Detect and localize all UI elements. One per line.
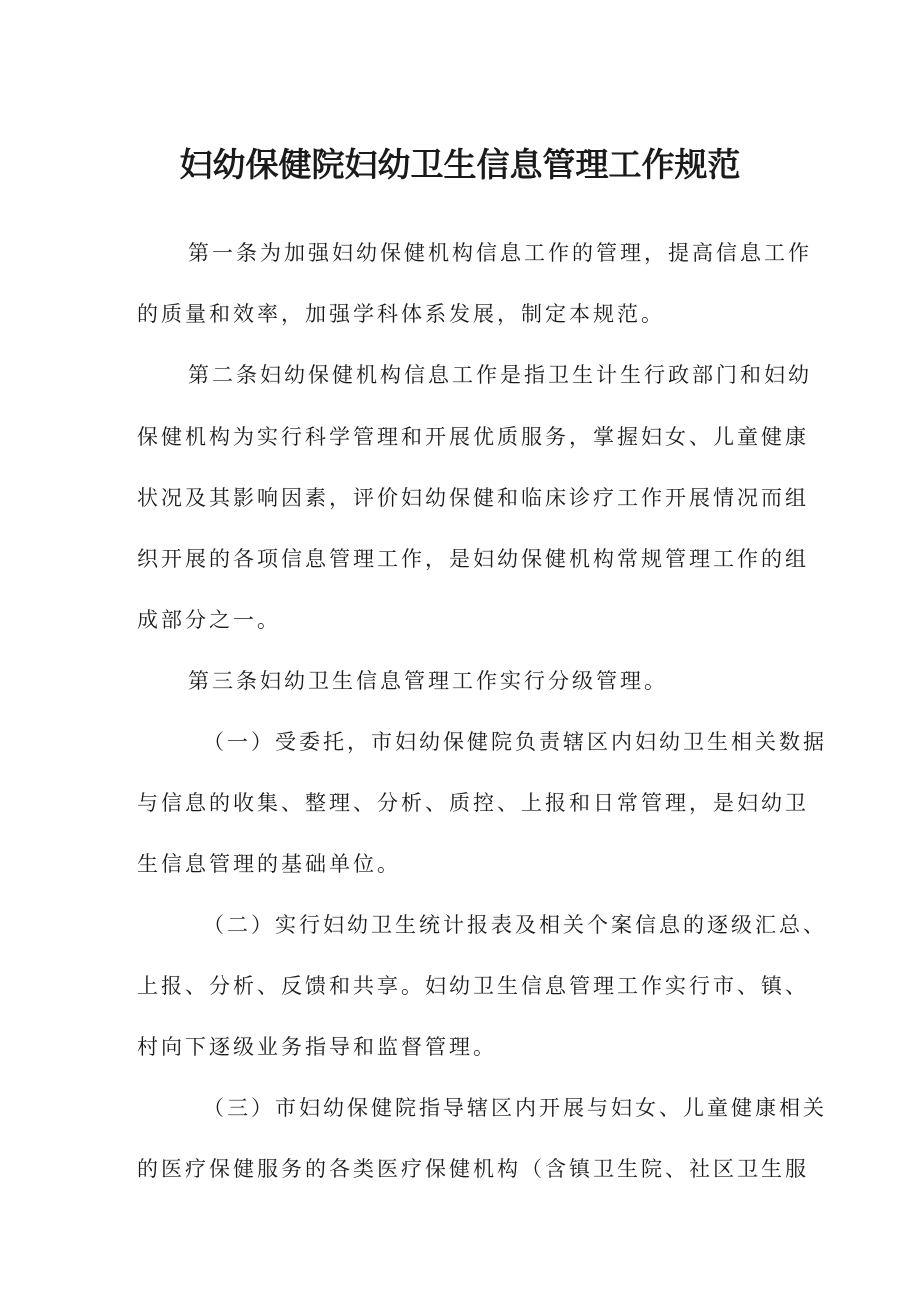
text-line: 第一条为加强妇幼保健机构信息工作的管理，提高信息工作 (188, 241, 812, 265)
text-line: 成部分之一。 (137, 608, 281, 632)
text-line: 第二条妇幼保健机构信息工作是指卫生计生行政部门和妇幼 (188, 363, 812, 387)
text-line: 状况及其影响因素，评价妇幼保健和临床诊疗工作开展情况而组 (137, 486, 809, 510)
text-line: （二）实行妇幼卫生统计报表及相关个案信息的逐级汇总、 (203, 913, 827, 937)
text-line: 的质量和效率，加强学科体系发展，制定本规范。 (137, 302, 665, 326)
text-line: 的医疗保健服务的各类医疗保健机构（含镇卫生院、社区卫生服 (137, 1157, 809, 1181)
text-line: 与信息的收集、整理、分析、质控、上报和日常管理，是妇幼卫 (137, 791, 809, 815)
text-line: 村向下逐级业务指导和监督管理。 (137, 1035, 497, 1059)
text-line: 保健机构为实行科学管理和开展优质服务，掌握妇女、儿童健康 (137, 425, 809, 449)
document-title: 妇幼保健院妇幼卫生信息管理工作规范 (179, 145, 741, 184)
text-line: 上报、分析、反馈和共享。妇幼卫生信息管理工作实行市、镇、 (137, 974, 809, 998)
text-line: （三）市妇幼保健院指导辖区内开展与妇女、儿童健康相关 (203, 1096, 827, 1120)
text-line: （一）受委托，市妇幼保健院负责辖区内妇幼卫生相关数据 (203, 730, 827, 754)
text-line: 第三条妇幼卫生信息管理工作实行分级管理。 (188, 669, 668, 693)
text-line: 织开展的各项信息管理工作，是妇幼保健机构常规管理工作的组 (137, 547, 809, 571)
text-line: 生信息管理的基础单位。 (137, 852, 401, 876)
